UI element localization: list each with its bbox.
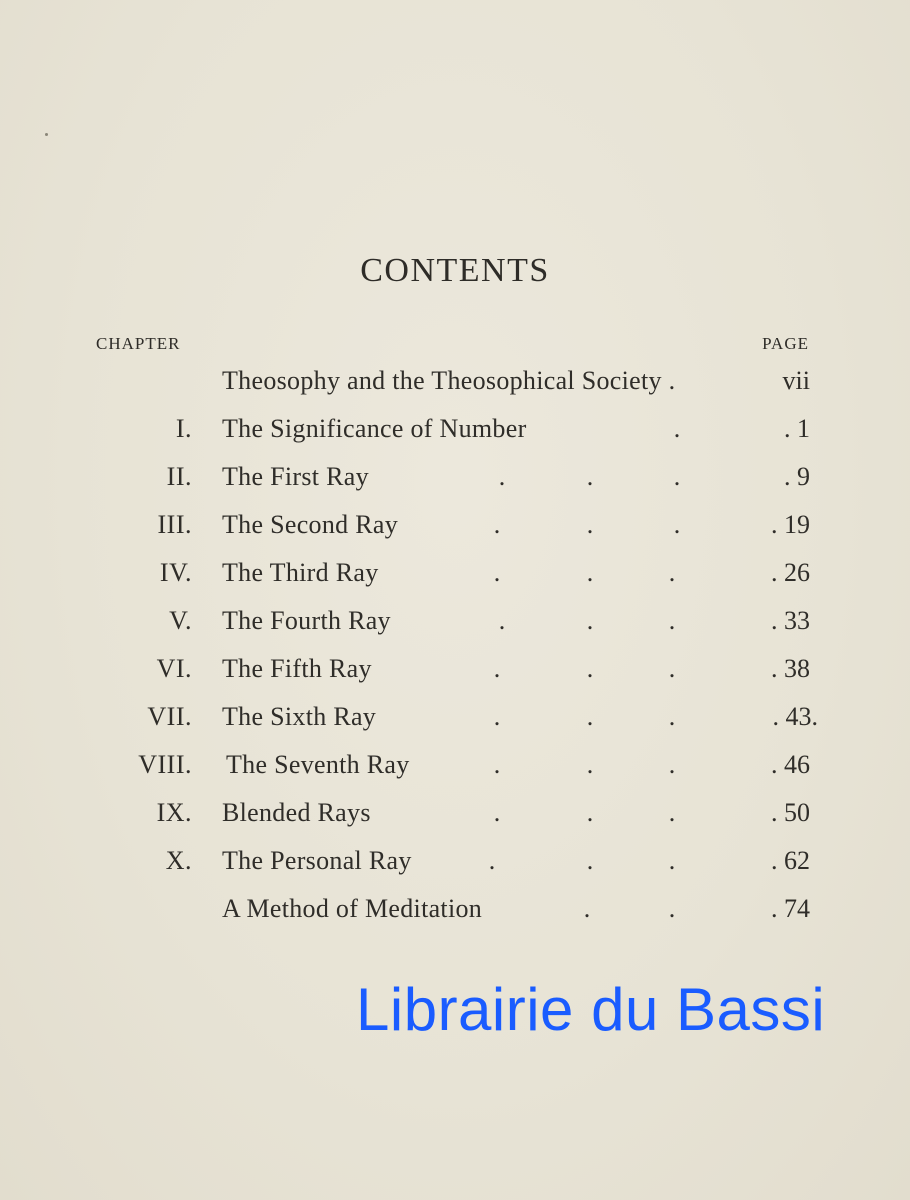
leader-dot: . [668, 702, 676, 731]
leader-dot: . [586, 558, 594, 587]
toc-row [0, 846, 910, 894]
chapter-number: I. [175, 414, 192, 443]
toc-row [0, 510, 910, 558]
toc-row [0, 558, 910, 606]
leader-dot: . [586, 462, 594, 491]
watermark-text: Librairie du Bassi [356, 976, 826, 1043]
chapter-title: The First Ray [222, 462, 369, 491]
chapter-number: V. [169, 606, 192, 635]
chapter-title: Theosophy and the Theosophical Society . [222, 366, 676, 395]
page-number: . 33 [771, 606, 810, 635]
page-number: . 50 [771, 798, 810, 827]
chapter-number: X. [165, 846, 192, 875]
page-column-header: PAGE [762, 334, 809, 353]
leader-dot: . [493, 654, 501, 683]
toc-row [0, 702, 910, 750]
leader-dot: . [493, 798, 501, 827]
chapter-number: VIII. [138, 750, 192, 779]
leader-dot: . [668, 750, 676, 779]
leader-dot: . [673, 462, 681, 491]
toc-row [0, 462, 910, 510]
chapter-title: The Seventh Ray [226, 750, 410, 779]
toc-row [0, 750, 910, 798]
page-number: . 74 [771, 894, 810, 923]
leader-dot: . [493, 558, 501, 587]
leader-dot: . [586, 750, 594, 779]
leader-dot: . [668, 558, 676, 587]
page-number: . 62 [771, 846, 810, 875]
chapter-number: IV. [159, 558, 192, 587]
leader-dot: . [668, 798, 676, 827]
chapter-title: A Method of Meditation [222, 894, 483, 923]
chapter-number: III. [157, 510, 192, 539]
toc-row [0, 894, 910, 942]
chapter-number: II. [166, 462, 192, 491]
leader-dot: . [668, 654, 676, 683]
leader-dot: . [488, 846, 496, 875]
leader-dot: . [673, 414, 681, 443]
chapter-title: The Fifth Ray [222, 654, 372, 683]
chapter-title: The Second Ray [222, 510, 399, 539]
leader-dot: . [493, 750, 501, 779]
leader-dot: . [498, 606, 506, 635]
leader-dot: . [586, 510, 594, 539]
toc-row [0, 414, 910, 462]
chapter-title: The Sixth Ray [222, 702, 377, 731]
page-number: . 26 [771, 558, 810, 587]
chapter-number: VII. [147, 702, 192, 731]
leader-dot: . [668, 894, 676, 923]
leader-dot: . [668, 846, 676, 875]
page-number: . 38 [771, 654, 810, 683]
page-number: . 43. [772, 702, 818, 731]
page-number: . 19 [771, 510, 810, 539]
leader-dot: . [498, 462, 506, 491]
chapter-title: The Fourth Ray [222, 606, 391, 635]
paper-speck [45, 133, 48, 136]
leader-dot: . [493, 702, 501, 731]
chapter-title: Blended Rays [222, 798, 371, 827]
chapter-title: The Third Ray [222, 558, 379, 587]
toc-row [0, 654, 910, 702]
toc-row [0, 798, 910, 846]
leader-dot: . [493, 510, 501, 539]
leader-dot: . [586, 654, 594, 683]
toc-row [0, 366, 910, 414]
page-number: . 46 [771, 750, 810, 779]
chapter-title: The Personal Ray [222, 846, 412, 875]
leader-dot: . [586, 846, 594, 875]
chapter-column-header: CHAPTER [96, 334, 181, 353]
leader-dot: . [586, 702, 594, 731]
page-title: CONTENTS [360, 252, 550, 289]
leader-dot: . [583, 894, 591, 923]
leader-dot: . [668, 606, 676, 635]
chapter-number: IX. [156, 798, 192, 827]
page-number: . 9 [784, 462, 810, 491]
leader-dot: . [586, 606, 594, 635]
toc-row [0, 606, 910, 654]
leader-dot: . [586, 798, 594, 827]
chapter-title: The Significance of Number [222, 414, 527, 443]
chapter-number: VI. [156, 654, 192, 683]
leader-dot: . [673, 510, 681, 539]
page-number: . 1 [784, 414, 810, 443]
page-number: vii [782, 366, 810, 395]
